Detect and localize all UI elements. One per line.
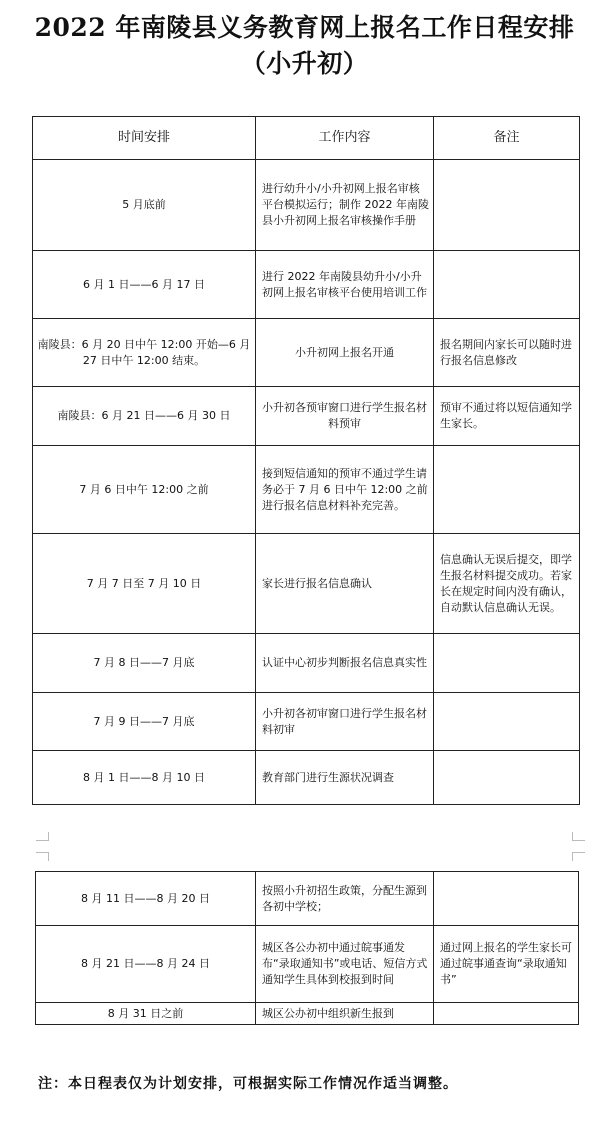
- cell-time: 8 月 1 日——8 月 10 日: [33, 751, 256, 805]
- schedule-table-continued: [35, 871, 579, 1025]
- cell-work: 小升初各初审窗口进行学生报名材料初审: [256, 693, 434, 751]
- cell-note: 报名期间内家长可以随时进行报名信息修改: [434, 319, 580, 387]
- cell-note: [434, 751, 580, 805]
- table-row: [36, 1003, 579, 1025]
- cell-work: 认证中心初步判断报名信息真实性: [256, 634, 434, 693]
- cell-time: 8 月 11 日——8 月 20 日: [36, 872, 256, 926]
- cell-note: [434, 160, 580, 251]
- page-corner-mark: [572, 832, 585, 841]
- page-subtitle: （小升初）: [240, 49, 369, 78]
- cell-time: 5 月底前: [33, 160, 256, 251]
- page-corner-mark: [36, 832, 49, 841]
- schedule-table: [32, 116, 580, 805]
- table-row: [33, 387, 580, 446]
- cell-note: 信息确认无误后提交，即学生报名材料提交成功。若家长在规定时间内没有确认，自动默认信息确认无误。: [434, 534, 580, 634]
- page-title: 2022 年南陵县义务教育网上报名工作日程安排: [34, 13, 575, 42]
- cell-time: 南陵县：6 月 20 日中午 12:00 开始—6 月 27 日中午 12:00 结束。: [33, 319, 256, 387]
- cell-note: 预审不通过将以短信通知学生家长。: [434, 387, 580, 446]
- footer-note: 注：本日程表仅为计划安排，可根据实际工作情况作适当调整。: [38, 1076, 458, 1092]
- cell-time: 6 月 1 日——6 月 17 日: [33, 251, 256, 319]
- table-row: [33, 319, 580, 387]
- cell-work: 家长进行报名信息确认: [256, 534, 434, 634]
- cell-time: 南陵县：6 月 21 日——6 月 30 日: [33, 387, 256, 446]
- table-row: [33, 693, 580, 751]
- cell-time: 8 月 31 日之前: [36, 1003, 256, 1025]
- cell-time: 7 月 9 日——7 月底: [33, 693, 256, 751]
- table-row: [33, 446, 580, 534]
- cell-time: 7 月 7 日至 7 月 10 日: [33, 534, 256, 634]
- cell-note: 通过网上报名的学生家长可通过皖事通查询“录取通知书”: [434, 926, 579, 1003]
- cell-work: 进行幼升小/小升初网上报名审核平台模拟运行；制作 2022 年南陵县小升初网上报名审核操作手册: [256, 160, 434, 251]
- header-time: 时间安排: [33, 117, 256, 160]
- table-row: [33, 534, 580, 634]
- cell-note: [434, 446, 580, 534]
- cell-note: [434, 634, 580, 693]
- table-row: [33, 751, 580, 805]
- table-row: [33, 160, 580, 251]
- page-corner-mark: [572, 852, 585, 861]
- page-corner-mark: [36, 852, 49, 861]
- cell-work: 进行 2022 年南陵县幼升小/小升初网上报名审核平台使用培训工作: [256, 251, 434, 319]
- cell-note: [434, 251, 580, 319]
- header-note: 备注: [434, 117, 580, 160]
- cell-note: [434, 1003, 579, 1025]
- table-row: [36, 872, 579, 926]
- cell-time: 8 月 21 日——8 月 24 日: [36, 926, 256, 1003]
- table-row: [33, 251, 580, 319]
- table-row: [36, 926, 579, 1003]
- cell-work: 小升初各预审窗口进行学生报名材料预审: [256, 387, 434, 446]
- table-header-row: [33, 117, 580, 160]
- cell-note: [434, 872, 579, 926]
- cell-note: [434, 693, 580, 751]
- cell-time: 7 月 6 日中午 12:00 之前: [33, 446, 256, 534]
- header-work: 工作内容: [256, 117, 434, 160]
- cell-work: 城区公办初中组织新生报到: [256, 1003, 434, 1025]
- table-row: [33, 634, 580, 693]
- cell-work: 小升初网上报名开通: [256, 319, 434, 387]
- cell-work: 城区各公办初中通过皖事通发布“录取通知书”或电话、短信方式通知学生具体到校报到时间: [256, 926, 434, 1003]
- cell-time: 7 月 8 日——7 月底: [33, 634, 256, 693]
- cell-work: 教育部门进行生源状况调查: [256, 751, 434, 805]
- cell-work: 按照小升初招生政策，分配生源到各初中学校；: [256, 872, 434, 926]
- cell-work: 接到短信通知的预审不通过学生请务必于 7 月 6 日中午 12:00 之前进行报名信息材料补充完善。: [256, 446, 434, 534]
